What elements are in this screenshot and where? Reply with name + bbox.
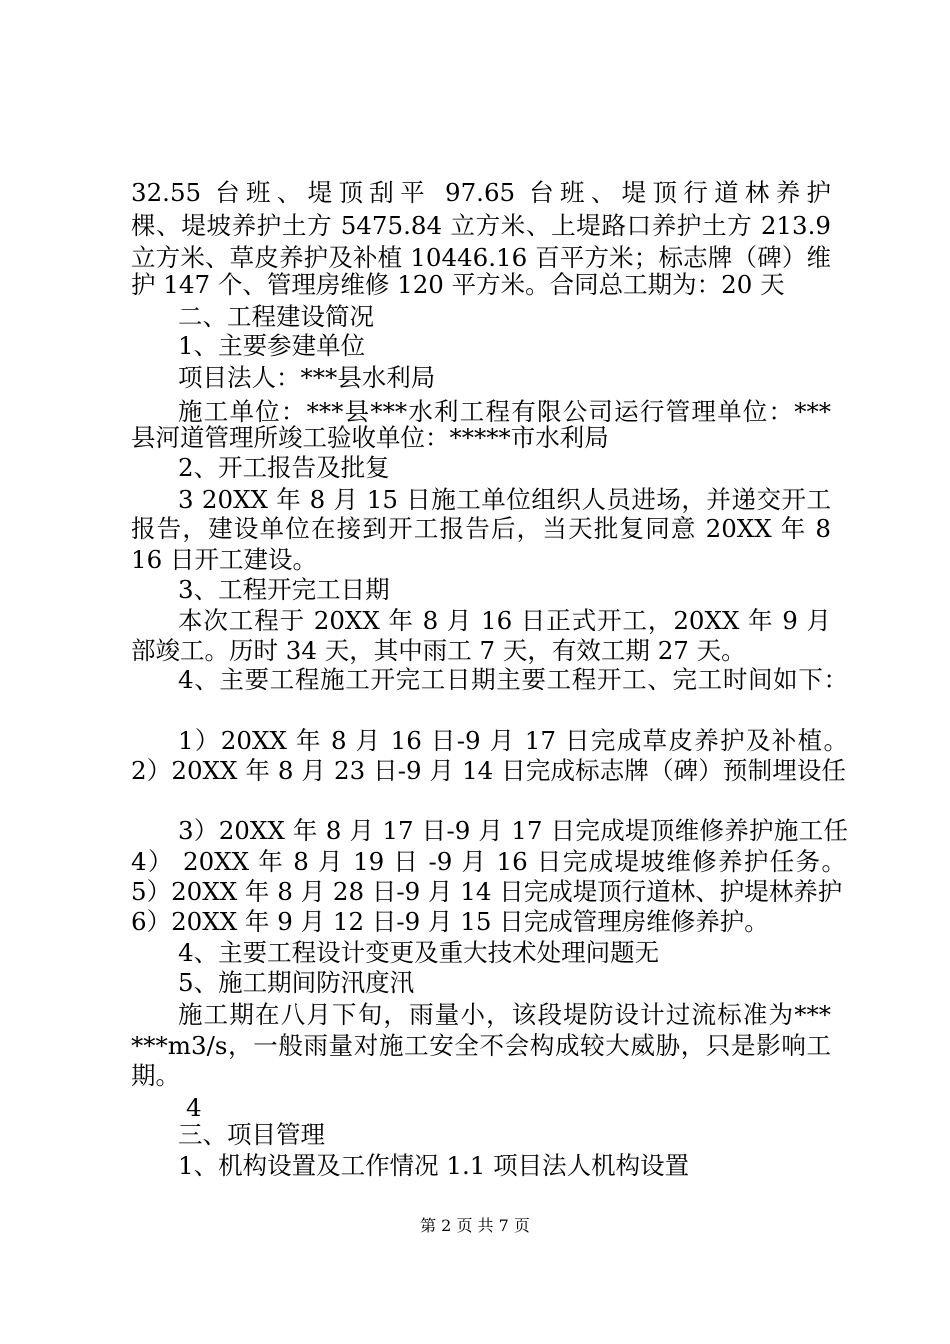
body-line: 16 日开工建设。 bbox=[131, 545, 317, 574]
body-line: 项目法人：***县水利局 bbox=[178, 363, 436, 392]
subsection-heading: 5、施工期间防汛度汛 bbox=[178, 968, 415, 997]
list-item: 6）20XX 年 9 月 12 日-9 月 15 日完成管理房维修养护。 bbox=[131, 907, 769, 936]
body-line: 部竣工。历时 34 天，其中雨工 7 天，有效工期 27 天。 bbox=[131, 636, 746, 665]
body-line: 3 20XX 年 8 月 15 日施工单位组织人员进场，并递交开工 bbox=[178, 485, 831, 514]
subsection-heading: 2、开工报告及批复 bbox=[178, 453, 390, 482]
subsection-heading: 1、主要参建单位 bbox=[178, 331, 366, 360]
list-item: 5）20XX 年 8 月 28 日-9 月 14 日完成堤顶行道林、护堤林养护 bbox=[131, 877, 843, 906]
body-line: 施工单位：***县***水利工程有限公司运行管理单位：*** bbox=[178, 397, 831, 426]
body-line: 期。 bbox=[131, 1061, 180, 1090]
page-number-inline: 4 bbox=[186, 1093, 202, 1122]
body-line: 报告，建设单位在接到开工报告后，当天批复同意 20XX 年 8 bbox=[131, 514, 831, 543]
body-line: 护 147 个、管理房维修 120 平方米。合同总工期为：20 天 bbox=[131, 270, 785, 299]
section-heading: 二、工程建设简况 bbox=[178, 302, 374, 331]
body-line: 施工期在八月下旬，雨量小，该段堤防设计过流标准为*** bbox=[178, 1000, 831, 1029]
list-item: 1）20XX 年 8 月 16 日-9 月 17 日完成草皮养护及补植。 bbox=[178, 726, 848, 755]
body-line: 棵、堤坡养护土方 5475.84 立方米、上堤路口养护土方 213.9 bbox=[131, 211, 831, 240]
page-footer: 第 2 页 共 7 页 bbox=[420, 1216, 530, 1235]
body-line: 32.55 台班、堤顶刮平 97.65 台班、堤顶行道林养护 bbox=[131, 178, 831, 207]
list-item: 2）20XX 年 8 月 23 日-9 月 14 日完成标志牌（碑）预制埋设任 bbox=[131, 756, 846, 785]
subsection-heading: 1、机构设置及工作情况 1.1 项目法人机构设置 bbox=[178, 1151, 690, 1180]
section-heading: 三、项目管理 bbox=[178, 1120, 325, 1149]
body-line: 立方米、草皮养护及补植 10446.16 百平方米；标志牌（碑）维 bbox=[131, 243, 831, 272]
body-line: ***m3/s，一般雨量对施工安全不会构成较大威胁，只是影响工 bbox=[131, 1031, 831, 1060]
body-line: 县河道管理所竣工验收单位：*****市水利局 bbox=[131, 423, 609, 452]
subsection-heading: 3、工程开完工日期 bbox=[178, 575, 390, 604]
subsection-heading: 4、主要工程施工开完工日期主要工程开工、完工时间如下： bbox=[178, 665, 848, 694]
body-line: 本次工程于 20XX 年 8 月 16 日正式开工，20XX 年 9 月 bbox=[178, 606, 831, 635]
list-item: 4） 20XX 年 8 月 19 日 -9 月 16 日完成堤坡维修养护任务。 bbox=[131, 847, 846, 876]
subsection-heading: 4、主要工程设计变更及重大技术处理问题无 bbox=[178, 938, 660, 967]
list-item: 3）20XX 年 8 月 17 日-9 月 17 日完成堤顶维修养护施工任 bbox=[178, 816, 848, 845]
